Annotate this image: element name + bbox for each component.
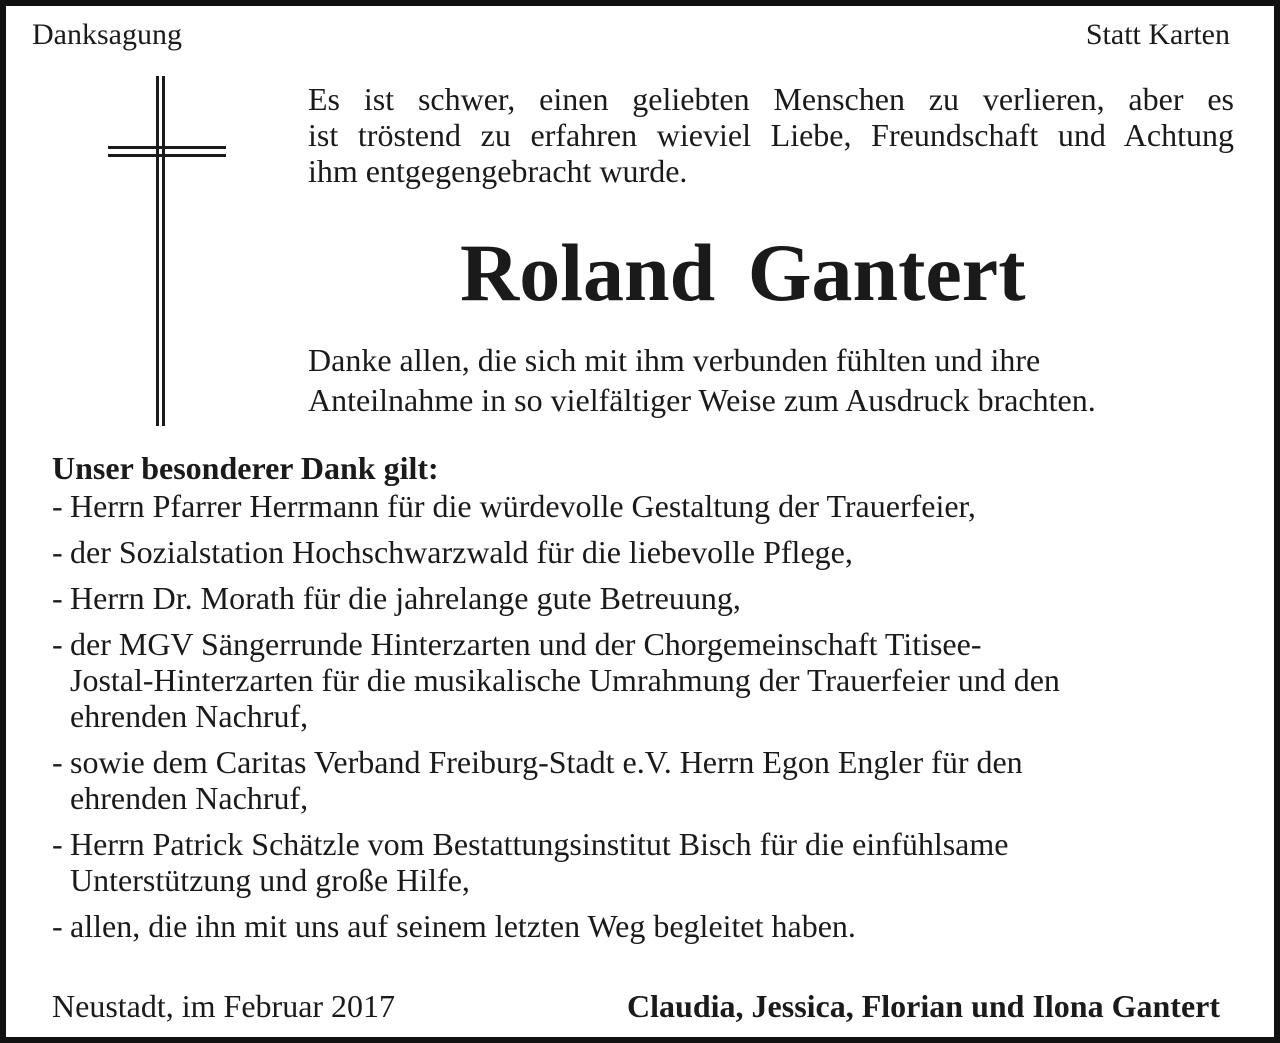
special-thanks-title: Unser besonderer Dank gilt: [52,450,439,486]
list-item [52,744,1242,816]
thanks-paragraph [308,340,1238,420]
list-item-line: ehrenden Nachruf, [70,780,309,816]
deceased-name: Roland Gantert [460,227,1026,318]
list-item [52,626,1242,734]
list-dash: - [52,908,63,944]
list-item-line: der MGV Sängerrunde Hinterzarten und der Chorgemeinschaft Titisee- [70,626,982,662]
intro-paragraph [308,81,1234,189]
list-item [52,580,1242,616]
cross-icon [98,76,228,431]
list-item-line: ehrenden Nachruf, [70,698,309,734]
intro-line: ihm entgegengebracht wurde. [308,153,688,189]
thanks-line: Danke allen, die sich mit ihm verbunden fühlten und ihre [308,342,1041,378]
thanks-line: Anteilnahme in so vielfältiger Weise zum Ausdruck brachten. [308,382,1096,418]
header-right-label: Statt Karten [1085,18,1230,51]
list-item-line: Herrn Dr. Morath für die jahrelange gute Betreuung, [70,580,741,616]
list-item-line: der Sozialstation Hochschwarzwald für die liebevolle Pflege, [70,534,853,570]
list-item-line: Jostal-Hinterzarten für die musikalische Umrahmung der Trauerfeier und den [70,662,1060,698]
list-item-line: Herrn Pfarrer Herrmann für die würdevolle Gestaltung der Trauerfeier, [70,488,976,524]
special-thanks-list [52,488,1242,954]
list-item [52,488,1242,524]
intro-line: Es ist schwer, einen geliebten Menschen zu verlieren, aber es [308,81,1234,117]
list-item-line: Unterstützung und große Hilfe, [70,862,470,898]
list-item [52,908,1242,944]
list-item-line: allen, die ihn mit uns auf seinem letzten Weg begleitet haben. [70,908,856,944]
list-item-line: Herrn Patrick Schätzle vom Bestattungsinstitut Bisch für die einfühlsame [70,826,1009,862]
list-dash: - [52,580,63,616]
list-dash: - [52,488,63,524]
intro-line: ist tröstend zu erfahren wieviel Liebe, Freundschaft und Achtung [308,117,1234,153]
list-item [52,826,1242,898]
list-dash: - [52,826,63,862]
place-date: Neustadt, im Februar 2017 [52,988,396,1024]
header-left-label: Danksagung [32,18,182,51]
list-dash: - [52,744,63,780]
list-dash: - [52,534,63,570]
list-dash: - [52,626,63,662]
signature: Claudia, Jessica, Florian und Ilona Gantert [627,988,1220,1024]
list-item-line: sowie dem Caritas Verband Freiburg-Stadt e.V. Herrn Egon Engler für den [70,744,1023,780]
list-item [52,534,1242,570]
